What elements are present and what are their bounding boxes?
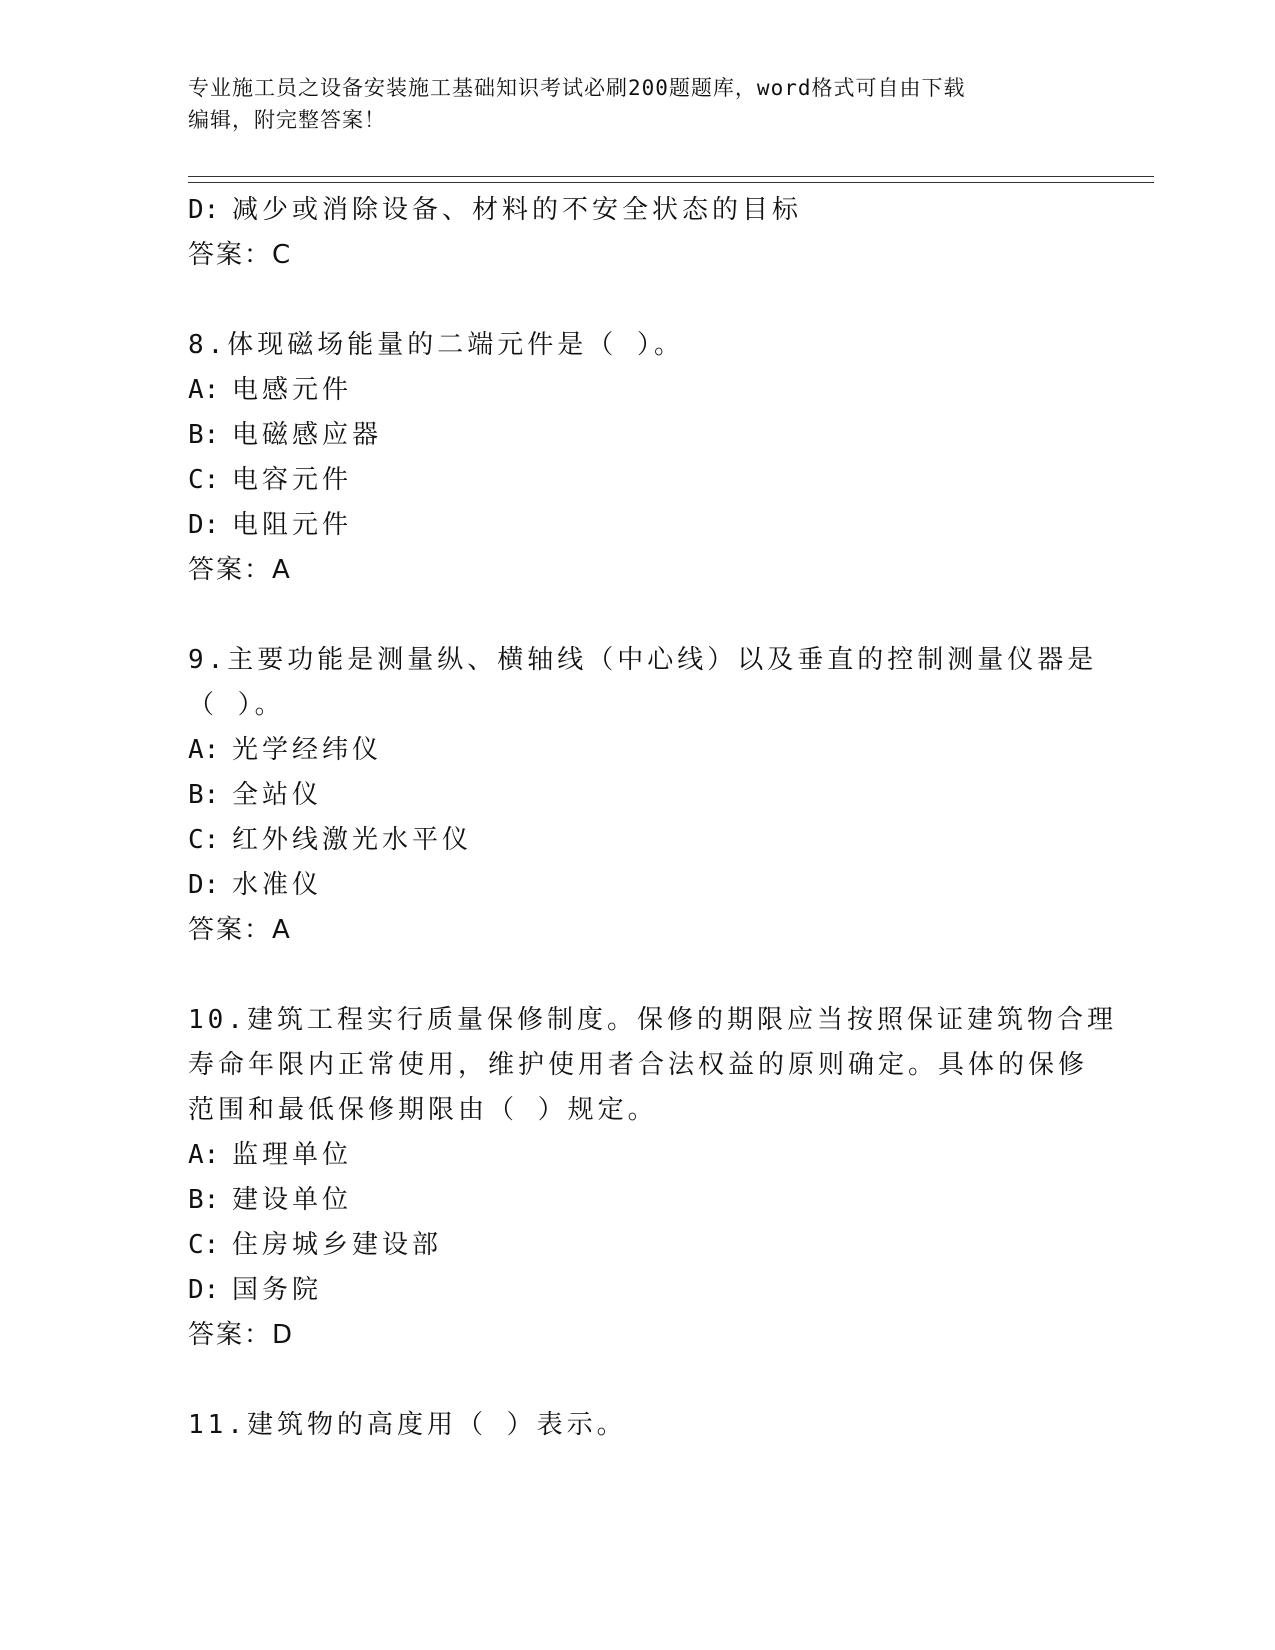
spacer [188, 593, 1088, 638]
option-c [188, 818, 1088, 863]
option-text: 光学经纬仪 [232, 735, 383, 765]
option-b [188, 773, 1088, 818]
header-line-2: 编辑，附完整答案！ [188, 108, 386, 132]
option-key: B: [188, 1185, 220, 1215]
option-a [188, 368, 1088, 413]
option-text: 电阻元件 [232, 510, 353, 540]
question-stem-continued: 范围和最低保修期限由（ ）规定。 [188, 1095, 658, 1125]
option-key: C: [188, 825, 220, 855]
option-key: D: [188, 870, 220, 900]
option-text: 住房城乡建设部 [232, 1230, 443, 1260]
option-text: 电磁感应器 [232, 420, 383, 450]
document-header [188, 72, 1068, 136]
option-key: D: [188, 510, 220, 540]
option-key: D: [188, 195, 220, 225]
option-key: A: [188, 375, 220, 405]
question-stem: 8.体现磁场能量的二端元件是（ ）。 [188, 330, 684, 360]
option-text: 电感元件 [232, 375, 353, 405]
header-divider-top [188, 176, 1154, 177]
answer-line: 答案：D [188, 1320, 295, 1350]
option-text: 减少或消除设备、材料的不安全状态的目标 [232, 195, 803, 225]
question-list [188, 188, 1117, 1448]
option-c [188, 458, 1088, 503]
option-d [188, 503, 1088, 548]
answer-line: 答案：A [188, 555, 292, 585]
option-text: 监理单位 [232, 1140, 353, 1170]
option-text: 红外线激光水平仪 [232, 825, 473, 855]
option-text: 国务院 [232, 1275, 323, 1305]
spacer [188, 1358, 1088, 1403]
option-d [188, 188, 1088, 233]
option-b [188, 1178, 1088, 1223]
option-text: 电容元件 [232, 465, 353, 495]
question-stem: 10.建筑工程实行质量保修制度。保修的期限应当按照保证建筑物合理 [188, 1005, 1117, 1035]
question-stem: 9.主要功能是测量纵、横轴线（中心线）以及垂直的控制测量仪器是 [188, 645, 1098, 675]
question-stem-continued: 寿命年限内正常使用，维护使用者合法权益的原则确定。具体的保修 [188, 1050, 1089, 1080]
spacer [188, 278, 1088, 323]
option-key: A: [188, 1140, 220, 1170]
option-c [188, 1223, 1088, 1268]
option-key: C: [188, 465, 220, 495]
option-d [188, 1268, 1088, 1313]
answer-line: 答案：C [188, 240, 293, 270]
header-line-1: 专业施工员之设备安装施工基础知识考试必刷200题题库，word格式可自由下载 [188, 76, 966, 100]
question-stem-continued: （ ）。 [188, 690, 285, 720]
option-key: A: [188, 735, 220, 765]
option-key: C: [188, 1230, 220, 1260]
header-divider-bottom [188, 182, 1154, 183]
option-key: B: [188, 420, 220, 450]
option-a [188, 728, 1088, 773]
answer-line: 答案：A [188, 915, 292, 945]
option-key: D: [188, 1275, 220, 1305]
option-text: 全站仪 [232, 780, 323, 810]
question-stem: 11.建筑物的高度用（ ）表示。 [188, 1410, 627, 1440]
option-text: 建设单位 [232, 1185, 353, 1215]
option-b [188, 413, 1088, 458]
option-a [188, 1133, 1088, 1178]
spacer [188, 953, 1088, 998]
option-text: 水准仪 [232, 870, 323, 900]
option-key: B: [188, 780, 220, 810]
option-d [188, 863, 1088, 908]
